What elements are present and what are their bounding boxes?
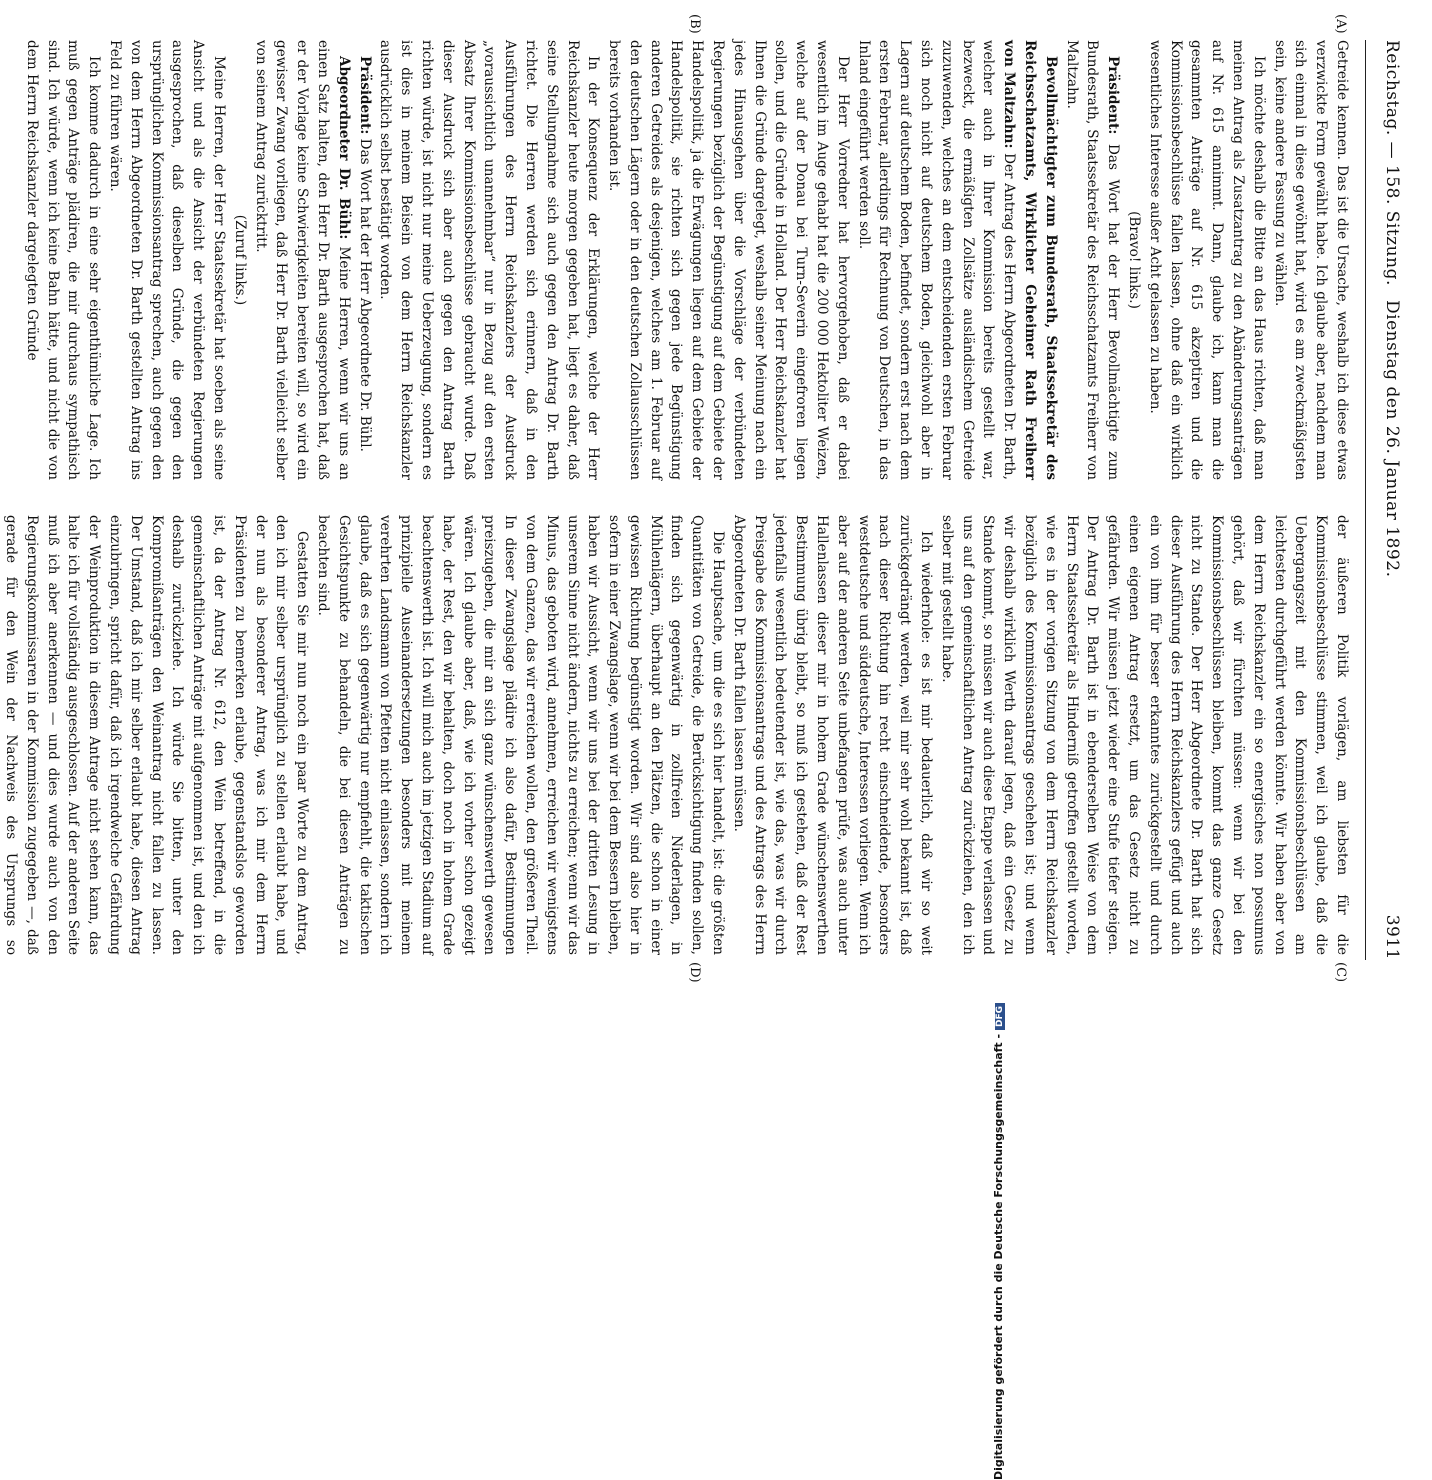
right-text-column (3, 515, 1352, 955)
interjection: (Zuruf links.) (231, 214, 248, 306)
digitization-note-text: Digitalisierung gefördert durch die Deutsche Forschungsgemeinschaft - (992, 1033, 1005, 1480)
header-page-number: 3911 (1382, 914, 1402, 960)
marker-b: (B) (687, 14, 702, 34)
speech-text: Meine Herren, wenn wir uns an einen Satz halten, den Herr Dr. Barth ausgesprochen hat, daß er der Vorlage keine Schwierigkeiten bereiten will, so wird ein gewisser Zwang vorliegen, daß Herr Dr. Barth vielleicht selber von seinem Antrag zurücktritt. (252, 40, 352, 480)
header-rule (1365, 40, 1366, 960)
header-session-title: Reichstag. — 158. Sitzung. (1382, 40, 1402, 286)
text-paragraph: der äußeren Politik vorlägen, am liebsten für die Kommissionsbeschlüsse stimmen, weil ich glaube, daß die Uebergangszeit mit den Kommissionsbeschlüssen am leichtesten durchgeführt werden könnte. Wir haben aber von dem Herrn Reichskanzler ein so energisches non possumus gehört, daß wir fürchten müssen: wenn wir bei den Kommissionsbeschlüssen bleiben, kommt das ganze Gesetz nicht zu Stande. Der Herr Abgeordnete Dr. Barth hat sich dieser Ausführung des Herrn Reichskanzlers gefügt und auch ein von ihm für besser erkanntes zurückgestellt und durch einen eigenen Antrag ersetzt, um das Gesetz nicht zu gefährden. Wir müssen jetzt wieder eine Stufe tiefer steigen. Der Antrag Dr. Barth ist in ebenderselben Weise von dem Herrn Staatssekretär als Hinderniß getroffen gestellt worden, wie es in der vorigen Sitzung von dem Herrn Reichskanzler bezüglich des Kommissionsantrags geschehen ist; und wenn wir deshalb wirklich Werth darauf legen, daß ein Gesetz zu Stande kommt, so müssen wir auch diese Etappe verlassen und uns auf den gemeinschaftlichen Antrag zurückziehen, den ich selber mit gestellt habe. (938, 515, 1350, 955)
text-paragraph: Getreide kennen. Das ist die Ursache, weshalb ich diese etwas verzwickte Form gewählt habe. Ich glaube aber, nachdem man sich einmal in diese gewöhnt hat, wird es am zweckmäßigsten sein, keine andere Fassung zu wählen. (1271, 40, 1350, 480)
interjection: (Bravo! links.) (1126, 211, 1143, 309)
speaker-name: Bevollmächtigter zum Bundesrath, Staatssekretär des Reichsschatzamts, Wirklicher Geheimer Rath Freiherr von Maltzahn: (1001, 40, 1059, 480)
text-paragraph: In der Konsequenz der Erklärungen, welche der Herr Reichskanzler heute morgen gegeben hat, liegt es daher, daß seine Stellungnahme sich auch gegen den Antrag Dr. Barth richtet. Die Herren werden sich erinnern, daß in den Ausführungen des Herrn Reichskanzlers der Ausdruck „voraussichtlich unannehmbar“ nur in Bezug auf den ersten Absatz Ihrer Kommissionsbeschlüsse gebraucht wurde. Daß dieser Ausdruck sich aber auch gegen den Antrag Barth richten würde, ist nicht nur meine Ueberzeugung, sondern es ist dies in meinem Beisein von dem Herrn Reichskanzler ausdrücklich selbst bestätigt worden. (377, 40, 602, 480)
header-date: Dienstag den 26. Januar 1892. (1382, 300, 1402, 578)
speech-text: Das Wort hat der Herr Bevollmächtigte zum Bundesrath, Staatssekretär des Reichsschatzamts Freiherr von Maltzahn. (1063, 40, 1122, 480)
speech-text: Das Wort hat der Herr Abgeordnete Dr. Bühl. (356, 138, 373, 452)
marker-d: (D) (687, 962, 702, 983)
digitization-note (992, 1003, 1005, 1480)
text-paragraph: Meine Herren, der Herr Staatssekretär hat soeben als seine Ansicht und als die Ansicht der verbündeten Regierungen ausgesprochen, daß dieselben Gründe, die gegen den ursprünglichen Kommissionsantrag sprechen, auch gegen den von dem Herrn Abgeordneten Dr. Barth gestellten Antrag ins Feld zu führen wären. (106, 40, 227, 480)
text-paragraph: Ich komme dadurch in eine sehr eigenthümliche Lage. Ich muß gegen Anträge plädiren, die mir durchaus sympathisch sind. Ich würde, wenn ich keine Bahn hätte, und nicht die von dem Herrn Reichskanzler dargelegten Gründe (23, 40, 103, 480)
marker-c: (C) (1333, 962, 1348, 983)
text-paragraph: Die Hauptsache, um die es sich hier handelt, ist: die größten Quantitäten von Getreide, die Berücksichtigung finden sollen, finden sich gegenwärtig in zollfreien Niederlagen, in Mühlenlägern, überhaupt an den Plätzen, die schon in einer gewissen Richtung begünstigt worden. Wir sind also hier in sofern in einer Zwangslage, wenn wir bei dem Bessern bleiben, haben wir Aussicht, wenn wir uns bei der dritten Lesung in unserem Sinne nicht ändern, nichts zu erreichen; wenn wir das Minus, das geboten wird, annehmen, erreichen wir wenigstens von dem Ganzen, das wir erreichen wollen, den größeren Theil. In dieser Zwangslage plädire ich also dafür, Bestimmungen preiszugeben, die mir an sich ganz wünschenswerth gewesen wären. Ich glaube aber, daß, wie ich vorher schon gezeigt habe, der Rest, den wir behalten, doch noch in hohem Grade beachtenswerth ist. Ich will mich auch im jetzigen Stadium auf prinzipielle Auseinandersetzungen besonders mit meinem verehrten Landsmann von Pfetten nicht einlassen, sondern ich glaube, daß es sich gegenwärtig nur empfiehlt, die taktischen Gesichtspunkte zu behandeln, die bei diesen Anträgen zu beachten sind. (314, 515, 727, 955)
marker-a: (A) (1333, 14, 1348, 34)
speech-paragraph (1061, 40, 1123, 480)
speaker-name: Präsident: (356, 56, 373, 135)
page-header (1362, 40, 1412, 960)
dfg-logo: DFG (995, 1003, 1005, 1030)
text-paragraph: Ich wiederhole: es ist mir bedauerlich, daß wir so weit zurückgedrängt werden, weil mir sehr wohl bekannt ist, daß nach dieser Richtung hin recht einschneidende, besonders westdeutsche und süddeutsche, Interessen vorliegen. Wenn ich aber auf der anderen Seite unbefangen prüfe, was auch unter Hallenlassen dieser mir in hohem Grade wünschenswerthen Bestimmung übrig bleibt, so muß ich gestehen, daß der Rest jedenfalls wesentlich bedeutender ist, wie das, was wir durch Preisgabe des Kommissionsantrags und des Antrags des Herrn Abgeordneten Dr. Barth fallen lassen müssen. (730, 515, 935, 955)
speaker-name: Abgeordneter Dr. Bühl: (335, 56, 352, 240)
text-paragraph: Der Herr Vorredner hat hervorgehoben, daß er dabei wesentlich im Auge gehabt hat die 200 000 Hektoliter Weizen, welche auf der Donau bei Turn-Severin eingefroren liegen sollen, und die Gründe in Holland. Der Herr Reichskanzler hat Ihnen die Gründe dargelegt, weshalb seiner Meinung nach ein jedes Hinausgehen über die Vorschläge der verbündeten Regierungen bezüglich der Begünstigung auf dem Gebiete der Handelspolitik, ja die Erwägungen liegen auf dem Gebiete der Handelspolitik, sie richten sich gegen jede Begünstigung anderen Getreides als desjenigen, welches am 1. Februar auf den deutschen Lägern oder in den deutschen Zollausschlüssen bereits vorhanden ist. (606, 40, 851, 480)
speech-text: Der Antrag des Herrn Abgeordneten Dr. Barth, welcher auch in Ihrer Kommission bereits gestellt war, bezweckt, die ermäßigten Zollsätze ausländischem Getreide zuzuwenden, welches an dem entscheidenden ersten Februar sich noch nicht auf deutschem Boden, gleichwohl aber in Lagern auf deutschem Boden, befindet, sondern erst nach dem ersten Februar, allerdings für Rechnung von Deutschen, in das Inland eingeführt werden soll. (855, 40, 1018, 480)
text-paragraph: Ich möchte deshalb die Bitte an das Haus richten, daß man meinen Antrag als Zusatzantrag zu den Abänderungsanträgen auf Nr. 615 annimmt. Dann, glaube ich, kann man die gesammten Anträge auf Nr. 615 akzeptiren und die Kommissionsbeschlüsse fallen lassen, ohne daß ein wirklich wesentliches Interesse außer Acht gelassen zu haben. (1146, 40, 1267, 480)
speech-paragraph (853, 40, 1061, 480)
speaker-name: Präsident: (1105, 56, 1122, 135)
speech-paragraph (354, 40, 375, 480)
speech-paragraph (250, 40, 354, 480)
text-paragraph: Gestatten Sie mir nun noch ein paar Worte zu dem Antrag, den ich mir selber ursprünglich zu stellen erlaubt habe, und der nun als besonderer Antrag, was ich mir dem Herrn Präsidenten zu bemerken erlaube, gegenstandslos geworden ist, da der Antrag Nr. 612, den Wein betreffend, in die gemeinschaftlichen Anträge mit aufgenommen ist, und den ich deshalb zurückziehe. Ich würde Sie bitten, unter den Kompromißanträgen den Weinantrag nicht fallen zu lassen. Der Umstand, daß ich mir selber erlaubt habe, diesen Antrag einzubringen, spricht dafür, daß ich irgendwelche Gefährdung der Weinproduktion in diesem Antrage nicht sehen kann, das halte ich für vollständig ausgeschlossen. Auf der anderen Seite muß ich aber anerkennen — und dies wurde auch von den Regierungskommissaren in der Kommission zugegeben —, daß gerade für den Wein der Nachweis des Ursprungs so (3, 515, 311, 955)
left-text-column (23, 40, 1352, 480)
